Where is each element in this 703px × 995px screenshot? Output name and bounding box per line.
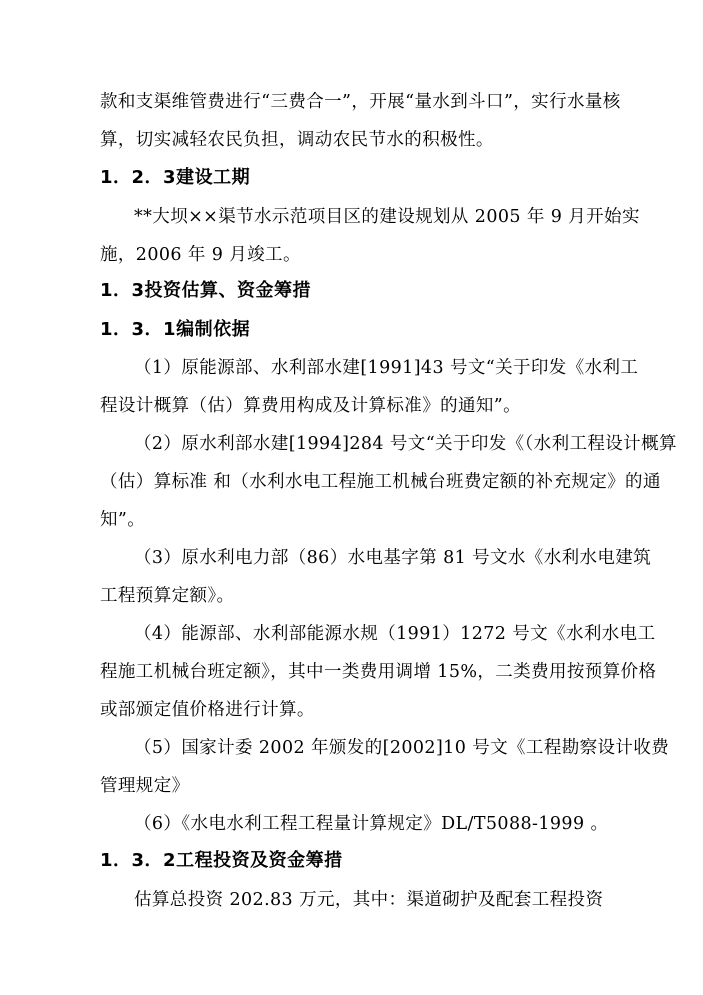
paragraph-line: 算，切实减轻农民负担，调动农民节水的积极性。 <box>100 130 494 150</box>
reference-item-1: （1）原能源部、水利部水建[1991]43 号文“关于印发《水利工 <box>134 358 639 378</box>
section-heading-1-3: 1．3投资估算、资金筹措 <box>100 280 312 301</box>
paragraph-line: **大坝××渠节水示范项目区的建设规划从 2005 年 9 月开始实 <box>134 207 640 227</box>
reference-item-4: （4）能源部、水利部能源水规（1991）1272 号文《水利水电工 <box>134 624 656 644</box>
paragraph-line: 估算总投资 202.83 万元，其中：渠道砌护及配套工程投资 <box>134 890 604 910</box>
reference-item-3-cont: 工程预算定额》。 <box>100 586 235 606</box>
reference-item-3: （3）原水利电力部（86）水电基字第 81 号文水《水利水电建筑 <box>134 548 652 568</box>
paragraph-line: 施，2006 年 9 月竣工。 <box>100 245 301 265</box>
paragraph-line: 款和支渠维管费进行“三费合一”，开展“量水到斗口”，实行水量核 <box>100 92 621 112</box>
reference-item-5: （5）国家计委 2002 年颁发的[2002]10 号文《工程勘察设计收费 <box>134 738 670 758</box>
reference-item-6: （6）《水电水利工程工程量计算规定》DL/T5088-1999 。 <box>134 814 609 834</box>
reference-item-5-cont: 管理规定》 <box>100 776 190 796</box>
section-heading-1-2-3: 1．2．3建设工期 <box>100 167 251 188</box>
reference-item-2: （2）原水利部水建[1994]284 号文“关于印发《（水利工程设计概算 <box>134 434 677 454</box>
reference-item-2-cont: （估）算标准 和（水利水电工程施工机械台班费定额的补充规定》的通 <box>100 472 661 492</box>
section-heading-1-3-1: 1．3．1编制依据 <box>100 319 251 340</box>
reference-item-4-cont: 程施工机械台班定额》，其中一类费用调增 15%，二类费用按预算价格 <box>100 662 657 682</box>
reference-item-1-cont: 程设计概算（估）算费用构成及计算标准》的通知”。 <box>100 396 522 416</box>
reference-item-4-cont: 或部颁定值价格进行计算。 <box>100 700 315 720</box>
section-heading-1-3-2: 1．3．2工程投资及资金筹措 <box>100 850 343 871</box>
reference-item-2-cont: 知”。 <box>100 510 146 530</box>
